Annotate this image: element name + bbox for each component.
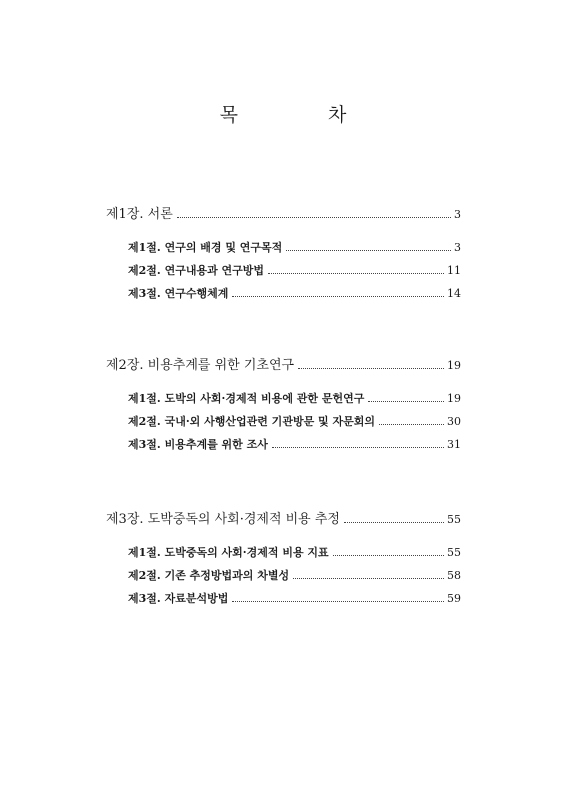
- dot-leader: [368, 401, 444, 402]
- dot-leader: [232, 601, 444, 602]
- chapter-label: 제2장. 비용추계를 위한 기초연구: [106, 358, 295, 373]
- page-number: 59: [447, 592, 461, 605]
- toc-chapter-1[interactable]: [106, 203, 461, 222]
- chapter-label: 제3장. 도박중독의 사회·경제적 비용 추정: [106, 512, 340, 527]
- dot-leader: [177, 217, 451, 218]
- chapter-label: 제1장. 서론: [106, 207, 173, 222]
- toc-section-3-1[interactable]: [128, 544, 461, 560]
- toc-section-2-3[interactable]: [128, 436, 461, 452]
- toc-title: 목 차: [219, 104, 389, 126]
- section-label: 제1절. 도박의 사회·경제적 비용에 관한 문헌연구: [128, 392, 365, 405]
- page-number: 55: [447, 513, 461, 526]
- dot-leader: [333, 555, 444, 556]
- page-number: 19: [447, 359, 461, 372]
- dot-leader: [298, 368, 444, 369]
- section-label: 제1절. 도박중독의 사회·경제적 비용 지표: [128, 546, 329, 559]
- toc-section-1-1[interactable]: [128, 239, 461, 255]
- dot-leader: [272, 447, 444, 448]
- page-number: 14: [447, 287, 461, 300]
- section-label: 제1절. 연구의 배경 및 연구목적: [128, 241, 283, 254]
- page-number: 11: [447, 264, 461, 277]
- toc-section-1-2[interactable]: [128, 262, 461, 278]
- toc-section-3-2[interactable]: [128, 567, 461, 583]
- page-number: 30: [447, 415, 461, 428]
- toc-section-2-2[interactable]: [128, 413, 461, 429]
- page-number: 31: [447, 438, 461, 451]
- dot-leader: [232, 296, 444, 297]
- toc-section-2-1[interactable]: [128, 390, 461, 406]
- page-number: 19: [447, 392, 461, 405]
- section-label: 제3절. 비용추계를 위한 조사: [128, 438, 268, 451]
- section-label: 제2절. 국내·외 사행산업관련 기관방문 및 자문회의: [128, 415, 375, 428]
- toc-chapter-3[interactable]: [106, 508, 461, 527]
- dot-leader: [344, 522, 444, 523]
- toc-chapter-2[interactable]: [106, 354, 461, 373]
- dot-leader: [286, 250, 451, 251]
- section-label: 제3절. 연구수행체계: [128, 287, 229, 300]
- toc-section-3-3[interactable]: [128, 590, 461, 606]
- page-number: 3: [454, 208, 461, 221]
- dot-leader: [293, 578, 444, 579]
- toc-section-1-3[interactable]: [128, 285, 461, 301]
- dot-leader: [268, 273, 444, 274]
- page-number: 58: [447, 569, 461, 582]
- section-label: 제3절. 자료분석방법: [128, 592, 229, 605]
- section-label: 제2절. 연구내용과 연구방법: [128, 264, 265, 277]
- section-label: 제2절. 기존 추정방법과의 차별성: [128, 569, 290, 582]
- page-number: 3: [454, 241, 461, 254]
- page-number: 55: [447, 546, 461, 559]
- dot-leader: [379, 424, 444, 425]
